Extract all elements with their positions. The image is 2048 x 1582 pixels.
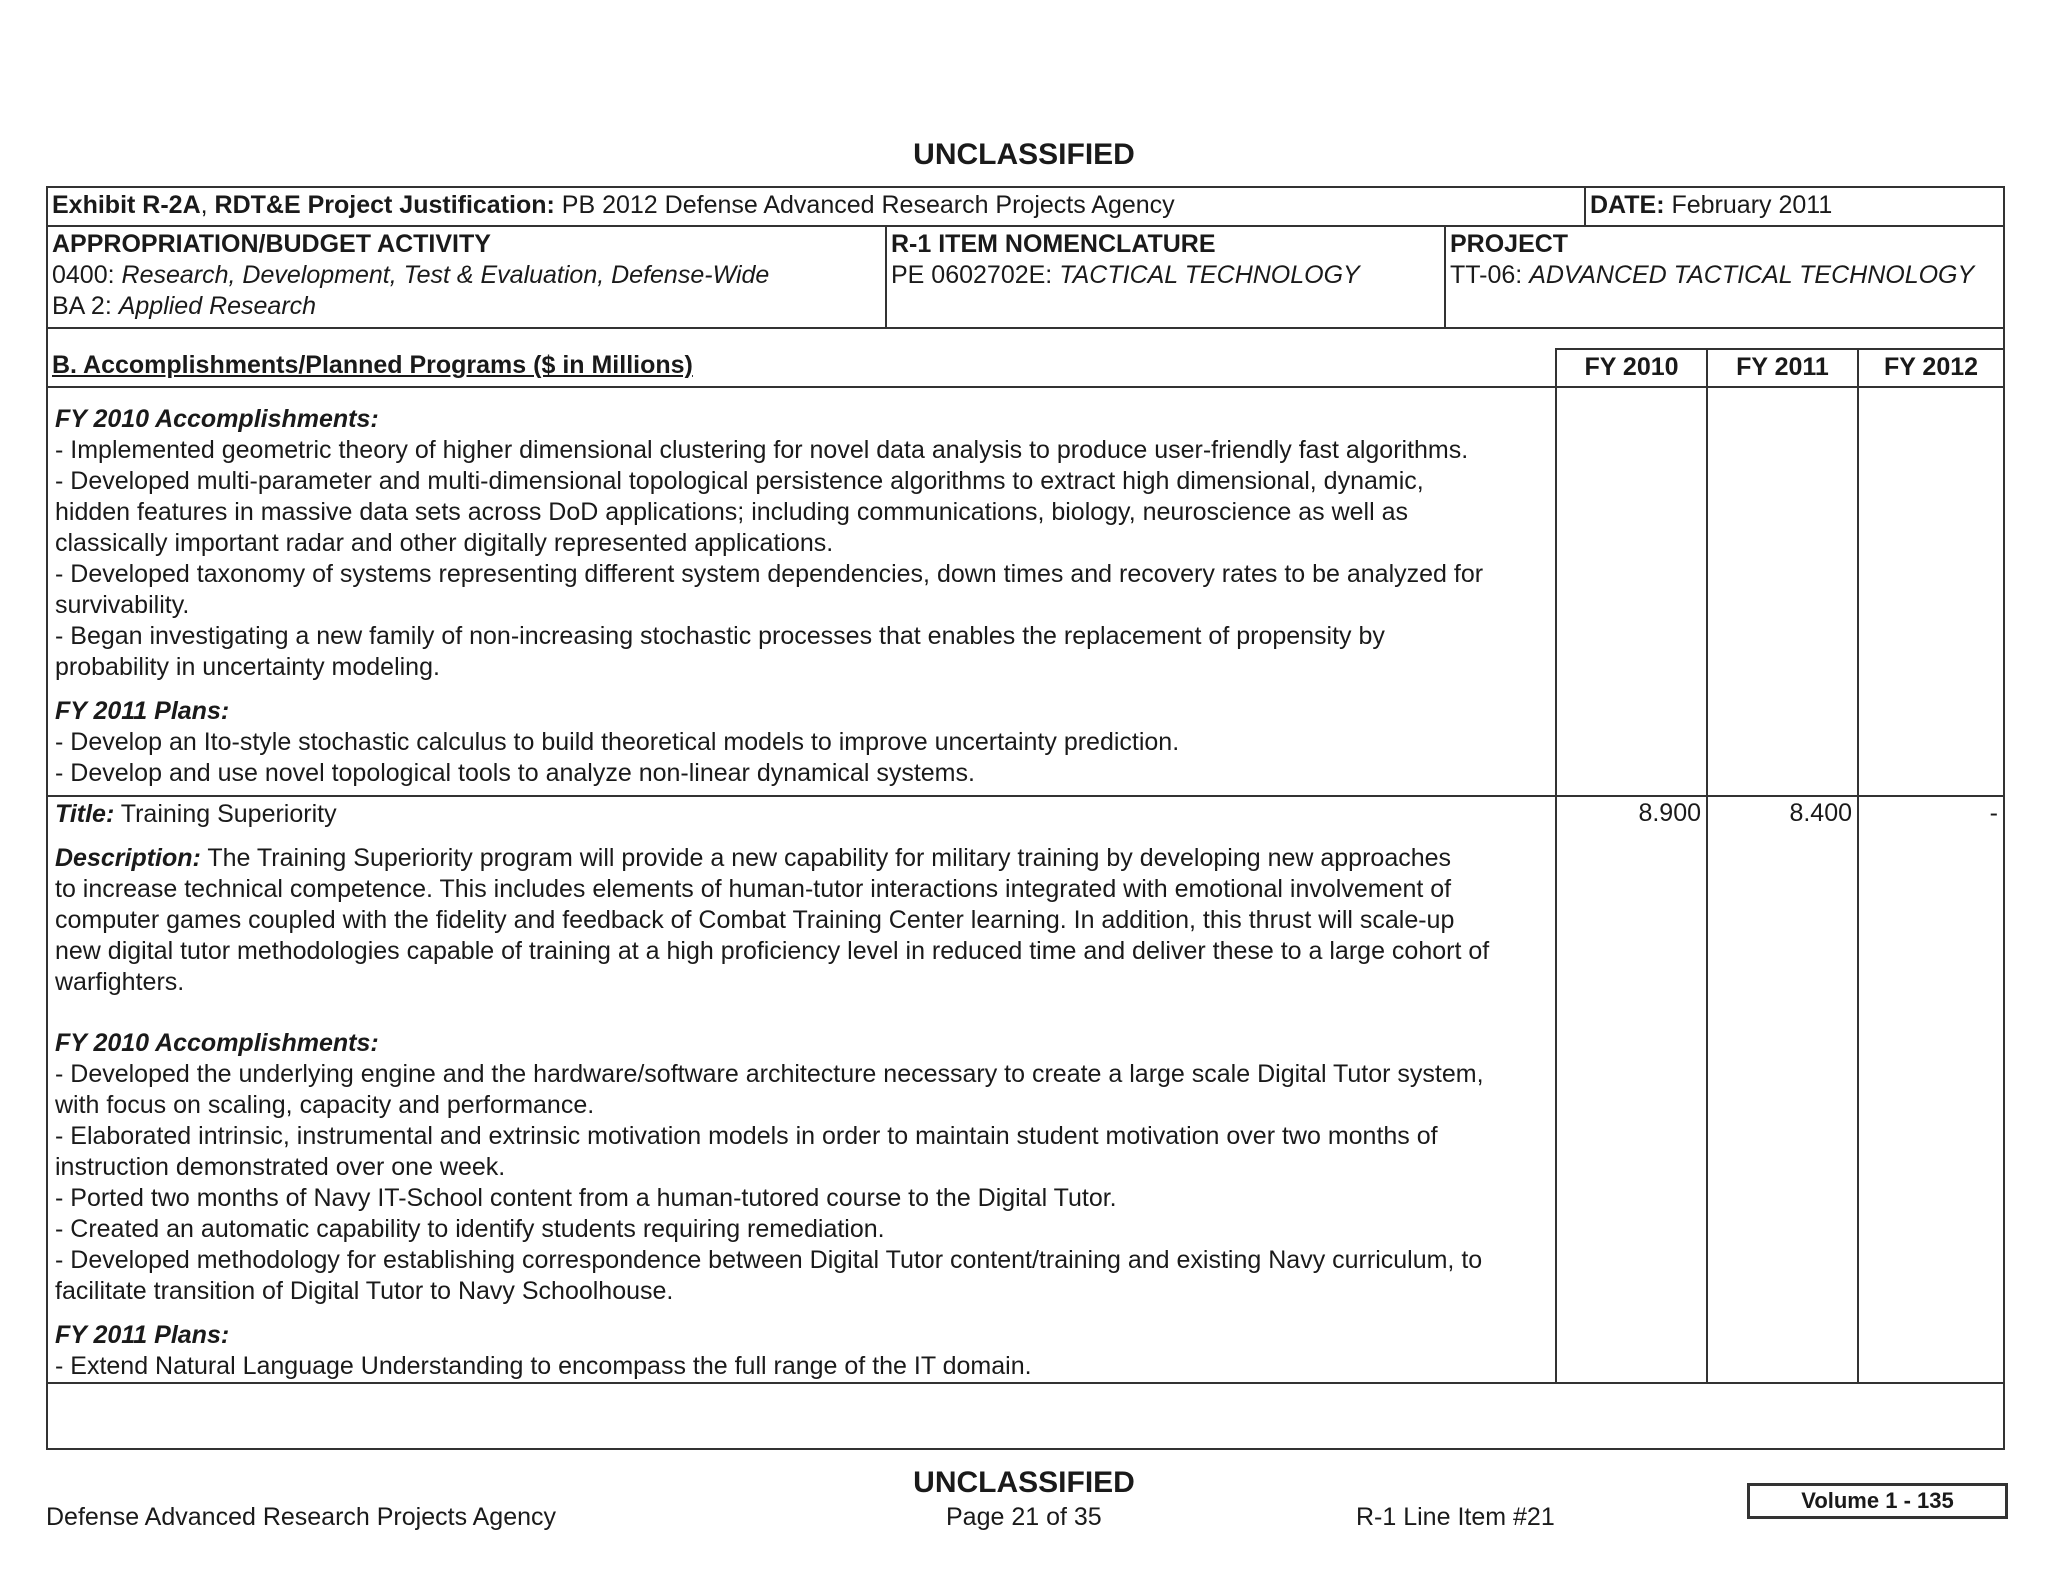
table-border: [46, 1448, 2005, 1450]
ba-code: BA 2:: [52, 292, 119, 320]
r1-label: R-1 ITEM NOMENCLATURE: [891, 230, 1216, 258]
date-label: DATE:: [1590, 191, 1665, 219]
table-border: [1857, 348, 1859, 1383]
table-border: [46, 225, 2005, 227]
block1-acc-heading: FY 2010 Accomplishments:: [55, 405, 379, 433]
block1-acc-line: - Implemented geometric theory of higher dimensional clustering for novel data analysis to produce user-friendly fast algorithms.: [55, 436, 1469, 464]
table-border: [1444, 225, 1446, 328]
block1-plans-line: - Develop and use novel topological tools to analyze non-linear dynamical systems.: [55, 759, 975, 787]
date-value: February 2011: [1664, 191, 1833, 219]
table-border: [1555, 348, 2005, 350]
block2-acc-line: - Ported two months of Navy IT-School content from a human-tutored course to the Digital Tutor.: [55, 1184, 1117, 1212]
table-border: [46, 386, 2005, 388]
classification-banner-top: UNCLASSIFIED: [913, 138, 1135, 171]
desc-line: computer games coupled with the fidelity and feedback of Combat Training Center learning. In addition, this thrust will scale-up: [55, 906, 1455, 934]
block2-acc-line: - Elaborated intrinsic, instrumental and extrinsic motivation models in order to maintain student motivation over two months of: [55, 1122, 1438, 1150]
project-label: PROJECT: [1450, 230, 1569, 258]
footer-page-number: Page 21 of 35: [946, 1503, 1102, 1531]
section-title: B. Accomplishments/Planned Programs ($ in Millions): [52, 351, 693, 379]
block2-acc-line: - Created an automatic capability to identify students requiring remediation.: [55, 1215, 885, 1243]
justification-value: PB 2012 Defense Advanced Research Projects Agency: [554, 191, 1175, 219]
block2-acc-line: instruction demonstrated over one week.: [55, 1153, 506, 1181]
block1-plans-heading: FY 2011 Plans:: [55, 697, 230, 725]
project-name: ADVANCED TACTICAL TECHNOLOGY: [1529, 261, 1975, 289]
column-header-fy2011: FY 2011: [1736, 353, 1829, 381]
table-border: [2003, 186, 2005, 1450]
exhibit-sep: ,: [200, 191, 215, 219]
block1-plans-line: - Develop an Ito-style stochastic calculus to build theoretical models to improve uncertainty prediction.: [55, 728, 1180, 756]
title-label: Title:: [55, 800, 115, 828]
block1-acc-line: classically important radar and other digitally represented applications.: [55, 529, 834, 557]
table-border: [46, 1382, 2005, 1384]
desc-text: The Training Superiority program will provide a new capability for military training by developing new approaches: [200, 844, 1452, 872]
block1-acc-line: - Began investigating a new family of non-increasing stochastic processes that enables the replacement of propensity by: [55, 622, 1385, 650]
value-fy2012: -: [1989, 799, 1998, 827]
block1-acc-line: probability in uncertainty modeling.: [55, 653, 440, 681]
desc-line: new digital tutor methodologies capable of training at a high proficiency level in reduced time and deliver these to a large cohort of: [55, 937, 1490, 965]
value-fy2011: 8.400: [1789, 799, 1852, 827]
table-border: [46, 795, 2005, 797]
exhibit-label: Exhibit R-2A: [52, 191, 201, 219]
r1-value: [891, 260, 1360, 291]
desc-line: [55, 843, 1489, 874]
desc-line: warfighters.: [55, 968, 185, 996]
block1-acc-line: hidden features in massive data sets across DoD applications; including communications, biology, neuroscience as well as: [55, 498, 1409, 526]
block1-acc-line: survivability.: [55, 591, 190, 619]
table-border: [1584, 186, 1586, 226]
exhibit-title: [52, 190, 1175, 221]
block2-acc-line: with focus on scaling, capacity and performance.: [55, 1091, 595, 1119]
block2-title: [55, 799, 337, 830]
column-header-fy2010: FY 2010: [1584, 353, 1679, 381]
table-border: [1706, 348, 1708, 1383]
footer-agency: Defense Advanced Research Projects Agency: [46, 1503, 557, 1531]
classification-banner-bottom: UNCLASSIFIED: [913, 1466, 1135, 1499]
project-value: [1450, 260, 1974, 291]
footer-line-item: R-1 Line Item #21: [1356, 1503, 1555, 1531]
date-field: [1590, 190, 1832, 221]
table-border: [46, 186, 48, 1450]
block1-acc-line: - Developed multi-parameter and multi-dimensional topological persistence algorithms to extract high dimensional, dynamic,: [55, 467, 1424, 495]
block2-plans-line: - Extend Natural Language Understanding to encompass the full range of the IT domain.: [55, 1352, 1032, 1380]
volume-box: Volume 1 - 135: [1747, 1483, 2008, 1519]
description-label: Description:: [55, 844, 201, 872]
appropriation-name: Research, Development, Test & Evaluation, Defense-Wide: [121, 261, 770, 289]
r1-code: PE 0602702E:: [891, 261, 1060, 289]
ba-name: Applied Research: [118, 292, 317, 320]
table-border: [46, 186, 2005, 188]
block2-acc-line: - Developed the underlying engine and the hardware/software architecture necessary to create a large scale Digital Tutor system,: [55, 1060, 1484, 1088]
block1-content: [55, 404, 1483, 789]
r1-name: TACTICAL TECHNOLOGY: [1059, 261, 1360, 289]
title-value: Training Superiority: [114, 800, 337, 828]
table-border: [885, 225, 887, 328]
block2-description: [55, 843, 1489, 998]
appropriation-code: 0400:: [52, 261, 122, 289]
block2-acc-heading: FY 2010 Accomplishments:: [55, 1029, 379, 1057]
block2-content: [55, 1028, 1484, 1382]
appropriation-label: APPROPRIATION/BUDGET ACTIVITY: [52, 230, 491, 258]
appropriation-value: [52, 260, 769, 291]
table-border: [1555, 348, 1557, 1383]
value-fy2010: 8.900: [1638, 799, 1701, 827]
block2-acc-line: - Developed methodology for establishing correspondence between Digital Tutor content/training and existing Navy curriculum, to: [55, 1246, 1483, 1274]
project-code: TT-06:: [1450, 261, 1530, 289]
desc-line: to increase technical competence. This includes elements of human-tutor interactions integrated with emotional involvement of: [55, 875, 1452, 903]
table-border: [46, 327, 2005, 329]
block2-plans-heading: FY 2011 Plans:: [55, 1321, 230, 1349]
block1-acc-line: - Developed taxonomy of systems representing different system dependencies, down times and recovery rates to be analyzed for: [55, 560, 1484, 588]
block2-acc-line: facilitate transition of Digital Tutor to Navy Schoolhouse.: [55, 1277, 674, 1305]
column-header-fy2012: FY 2012: [1883, 353, 1979, 381]
justification-label: RDT&E Project Justification:: [214, 191, 555, 219]
budget-activity: [52, 291, 316, 322]
